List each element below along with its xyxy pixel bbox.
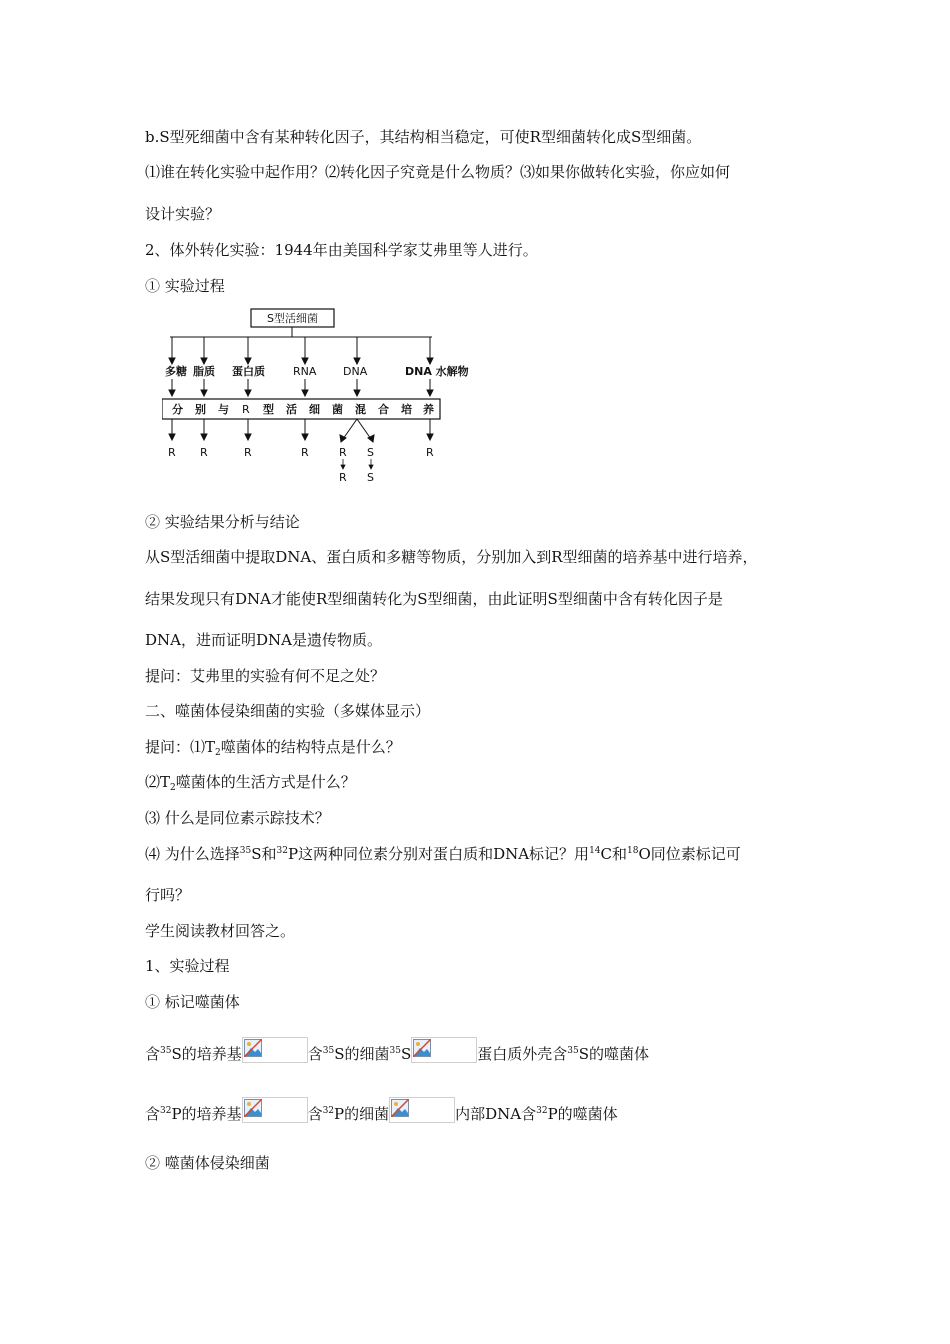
superscript: 35 [389,1046,401,1056]
subscript: 2 [170,783,176,793]
text-run: S的细菌 [334,1045,390,1063]
broken-image-icon [389,1097,455,1123]
mix-char: 菌 [332,403,343,416]
text-run: 含 [145,1105,161,1123]
component-polysaccharide: 多糖 [165,365,187,378]
result-s-lower: S [367,471,374,484]
text-line: b.S型死细菌中含有某种转化因子，其结构相当稳定，可使R型细菌转化成S型细菌。 [145,128,702,146]
result-r: R [200,446,208,459]
text-line: ⑴谁在转化实验中起作用？⑵转化因子究竟是什么物质？⑶如果你做转化实验，你应如何 [145,163,731,181]
result-r-lower: R [339,471,347,484]
text-run: S和 [251,845,277,863]
text-line: 行吗？ [145,886,191,904]
mix-char: 培 [401,403,412,416]
text-run: P这两种同位素分别对蛋白质和DNA标记？用 [287,845,590,863]
result-r: R [339,446,347,459]
question-line [145,844,741,864]
text-run: 噬菌体的结构特点是什么？ [220,738,401,756]
text-run: C和 [600,845,627,863]
text-run: 内部DNA含 [455,1105,537,1123]
text-run: 提问：⑴T [145,738,216,756]
result-s: S [367,446,374,459]
mix-char: 混 [355,403,366,416]
superscript: 32 [276,846,288,856]
result-r: R [168,446,176,459]
component-protein: 蛋白质 [232,365,265,378]
subheading: ② 噬菌体侵染细菌 [145,1154,270,1172]
mix-char: 与 [218,403,229,416]
text-run: 含 [307,1105,323,1123]
section-heading: 二、噬菌体侵染细菌的实验（多媒体显示） [145,702,431,720]
mix-char: 细 [309,403,320,416]
text-run: S的噬菌体 [578,1045,649,1063]
text-line: 设计实验？ [145,205,221,223]
labeling-row-32p [145,1097,618,1124]
text-run: P的细菌 [334,1105,390,1123]
subheading: ② 实验结果分析与结论 [145,513,300,531]
labeling-row-35s [145,1037,649,1064]
section-heading: 1、实验过程 [145,957,230,975]
broken-image-icon [411,1037,477,1063]
text-run: 含 [145,1045,161,1063]
component-dna-hydrolysate: DNA 水解物 [405,365,469,378]
text-run: O同位素标记可 [638,845,741,863]
superscript: 35 [160,1046,172,1056]
superscript: 32 [160,1106,172,1116]
mix-char: R [242,403,250,416]
text-run: 蛋白质外壳含 [477,1045,568,1063]
section-heading: 2、体外转化实验：1944年由美国科学家艾弗里等人进行。 [145,241,538,259]
superscript: 35 [567,1046,579,1056]
superscript: 18 [627,846,639,856]
subheading: ① 实验过程 [145,277,225,295]
subscript: 2 [215,748,221,758]
text-run: S [400,1045,412,1063]
subheading: ① 标记噬菌体 [145,993,240,1011]
text-run: P的培养基 [171,1105,242,1123]
broken-image-icon [242,1037,308,1063]
text-line: 结果发现只有DNA才能使R型细菌转化为S型细菌，由此证明S型细菌中含有转化因子是 [145,590,723,608]
mix-char: 分 [172,403,183,416]
superscript: 32 [322,1106,335,1116]
mix-char: 活 [286,403,297,416]
superscript: 35 [322,1046,335,1056]
question-line: ⑶ 什么是同位素示踪技术？ [145,809,330,827]
broken-image-icon [242,1097,308,1123]
avery-experiment-diagram [162,305,482,487]
superscript: 14 [589,846,601,856]
mix-char: 养 [423,403,434,416]
mix-char: 别 [195,403,206,416]
superscript: 35 [239,846,252,856]
result-r: R [301,446,309,459]
component-dna: DNA [343,365,368,378]
s-bacteria-label: S型活细菌 [267,312,318,325]
text-run: S的培养基 [171,1045,242,1063]
text-line: 学生阅读教材回答之。 [145,922,296,940]
component-lipid: 脂质 [193,365,215,378]
question-line: 提问：艾弗里的实验有何不足之处？ [145,667,386,685]
text-line: DNA，进而证明DNA是遗传物质。 [145,631,382,649]
superscript: 32 [536,1106,548,1116]
question-line [145,737,401,757]
result-r: R [426,446,434,459]
text-run: P的噬菌体 [547,1105,618,1123]
text-run: 噬菌体的生活方式是什么？ [175,773,356,791]
result-r: R [244,446,252,459]
question-line [145,772,356,792]
text-run: ⑷ 为什么选择 [145,845,240,863]
mix-char: 合 [378,403,389,416]
text-run: ⑵T [145,773,171,791]
mix-char: 型 [263,403,274,416]
text-line: 从S型活细菌中提取DNA、蛋白质和多糖等物质，分别加入到R型细菌的培养基中进行培养， [145,548,758,566]
text-run: 含 [307,1045,323,1063]
component-rna: RNA [293,365,317,378]
